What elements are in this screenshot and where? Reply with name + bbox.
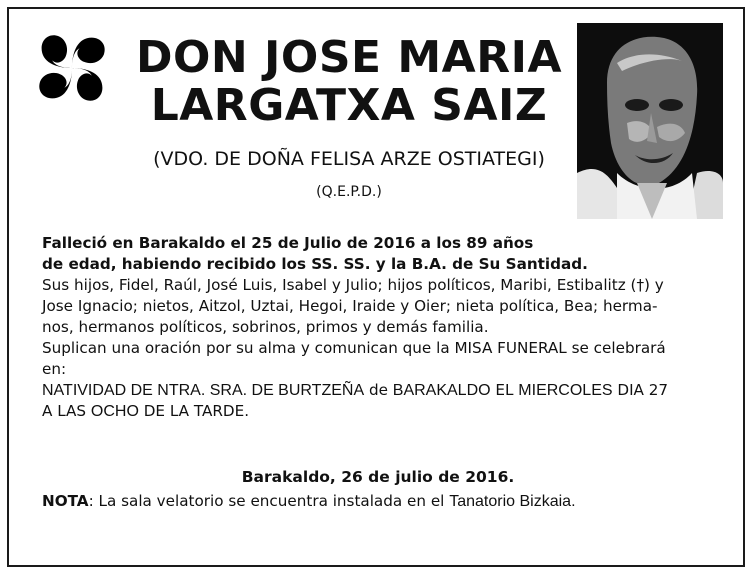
mass-date: DIA 27	[617, 381, 669, 399]
deceased-name	[120, 34, 578, 130]
death-line-2: de edad, habiendo recibido los SS. SS. y la B.A. de Su Santidad.	[42, 255, 588, 273]
mass-day: MIERCOLES	[518, 382, 613, 399]
obituary-body	[42, 233, 714, 422]
note-line	[42, 490, 714, 513]
mass-time-line	[42, 401, 714, 422]
note-label: NOTA	[42, 492, 89, 510]
family-line-1: Sus hijos, Fidel, Raúl, José Luis, Isabel y Julio; hijos políticos, Maribi, Estibalitz (†) y	[42, 276, 664, 294]
mass-location-line	[42, 380, 714, 401]
note-text: : La sala velatorio se encuentra instalada en el	[88, 492, 445, 510]
closing-line: Barakaldo, 26 de julio de 2016.	[241, 468, 515, 486]
name-line-2: LARGATXA SAIZ	[150, 80, 548, 131]
request-line-2: en:	[42, 360, 67, 378]
death-line-1: Falleció en Barakaldo el 25 de Julio de 2016 a los 89 años	[42, 234, 534, 252]
time-prefix: A LAS	[42, 402, 87, 420]
church-name: NATIVIDAD DE NTRA. SRA. DE BURTZEÑA	[42, 382, 365, 399]
request-line-1: Suplican una oración por su alma y comunican que la MISA FUNERAL se celebrará	[42, 339, 666, 357]
time-suffix: DE LA TARDE.	[143, 402, 250, 420]
widow-of-line: (VDO. DE DOÑA FELISA ARZE OSTIATEGI)	[153, 148, 545, 170]
mass-el: EL	[495, 381, 514, 399]
mass-time: OCHO	[90, 403, 139, 420]
mass-de: de	[368, 381, 388, 399]
portrait-photo	[577, 23, 723, 219]
note-place: Tanatorio Bizkaia.	[449, 493, 576, 510]
family-line-3: nos, hermanos políticos, sobrinos, primos y demás familia.	[42, 318, 489, 336]
town-name: BARAKALDO	[392, 382, 491, 399]
name-line-1: DON JOSE MARIA	[135, 32, 563, 83]
family-line-2: Jose Ignacio; nietos, Aitzol, Uztai, Hegoi, Iraide y Oier; nieta política, Bea; herma-	[42, 297, 658, 315]
lauburu-icon	[34, 30, 110, 106]
rip-line: (Q.E.P.D.)	[316, 184, 382, 200]
